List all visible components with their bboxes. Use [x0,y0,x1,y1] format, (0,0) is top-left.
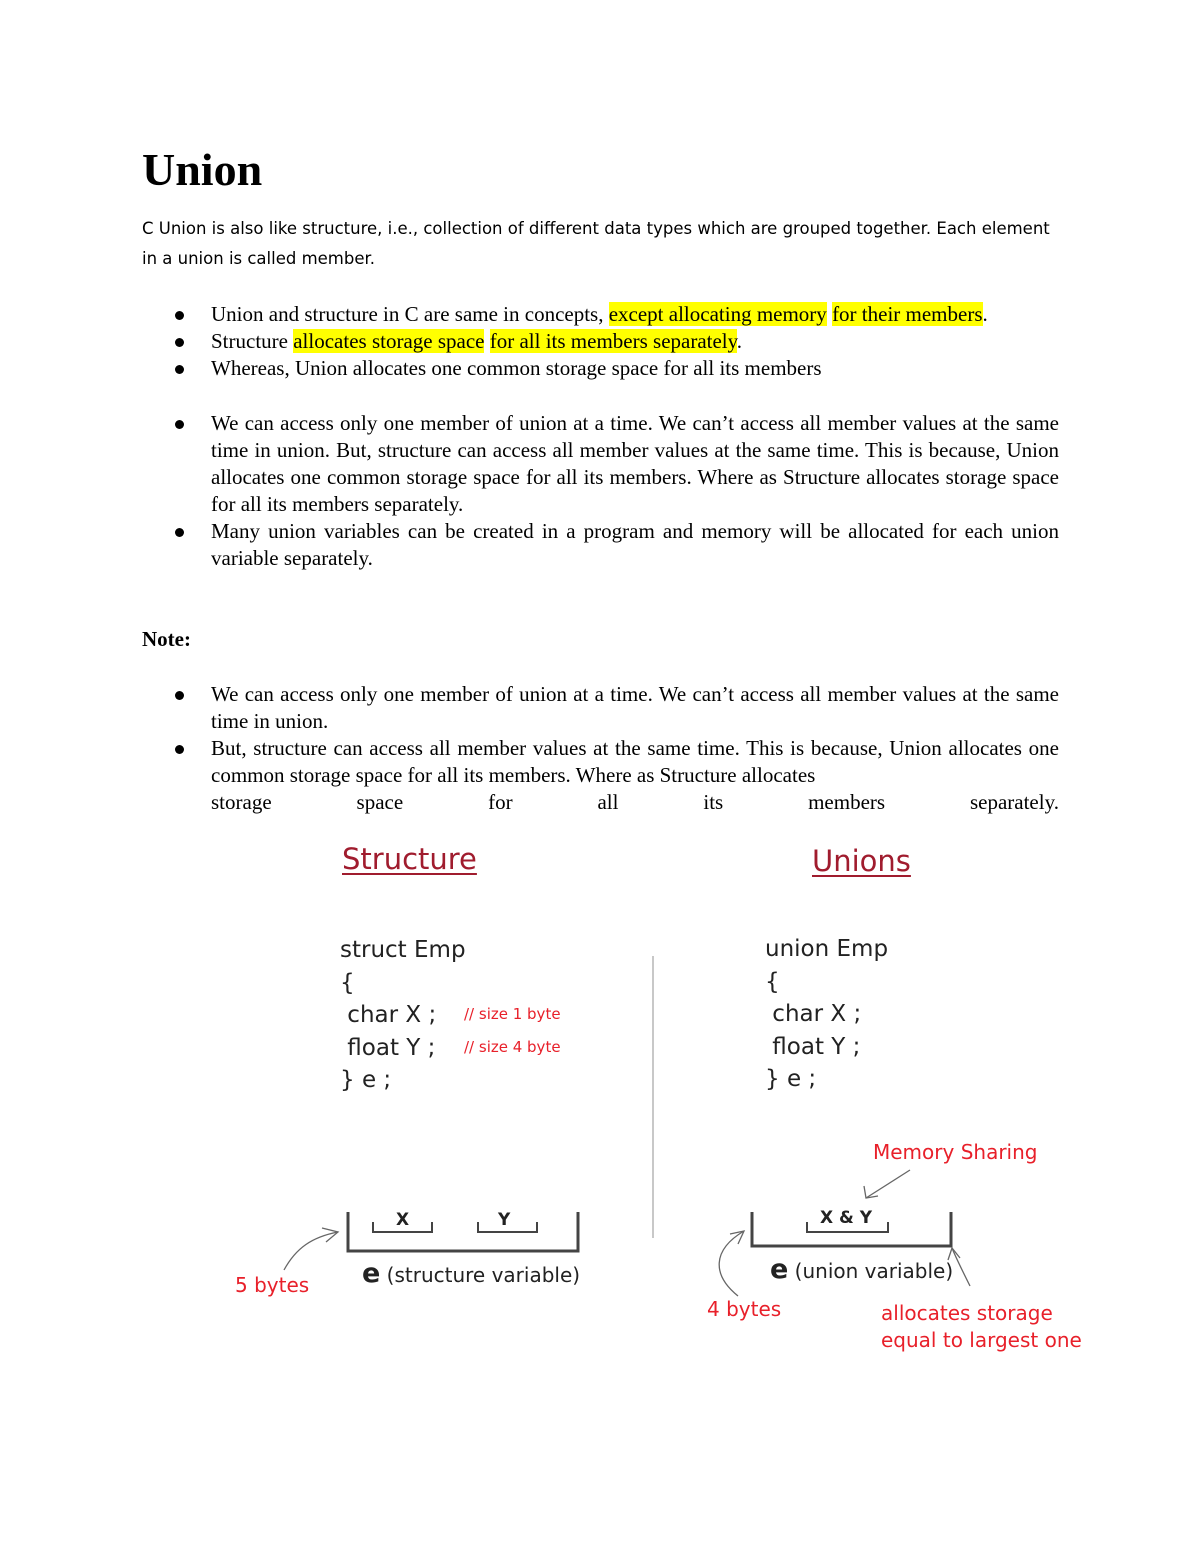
list-item: We can access only one member of union at a time. We can’t access all member values at the same time in union. [211,682,1059,733]
highlight: allocates storage space [293,329,485,353]
list-item: Union and structure in C are same in concepts, except allocating memory for their members. [211,301,1059,328]
unions-heading: Unions [812,844,911,878]
memory-sharing-label: Memory Sharing [873,1140,1038,1164]
size-4-bytes-label: 4 bytes [707,1297,782,1321]
size-5-bytes-label: 5 bytes [235,1273,310,1297]
member-x-label: X [396,1210,410,1230]
bullet-list-note [211,681,1059,816]
list-item: Many union variables can be created in a program and memory will be allocated for each union variable separately. [211,519,1059,570]
member-xy-label: X & Y [820,1208,873,1228]
list-item: We can access only one member of union at a time. We can’t access all member values at the same time in union. But, structure can access all member values at the same time. This is because, Union allocates one common storage space for all its members. Where as Structure allocates storage space for all its members separately. [211,411,1059,516]
union-code: union Emp { char X ; float Y ; } e ; [765,936,889,1092]
arrow-5-bytes [284,1232,338,1270]
comment-size-4-byte: // size 4 byte [464,1038,561,1056]
arrow-4-bytes [719,1231,744,1296]
comment-size-1-byte: // size 1 byte [464,1005,561,1023]
note-label: Note: [142,627,191,651]
member-y-label: Y [498,1210,511,1230]
highlight: except allocating memory [608,302,827,326]
structure-vs-union-diagram [0,830,1200,1390]
justified-last-line: storage space for all its members separately. [211,790,1059,814]
list-item: Structure allocates storage space for all its members separately. [211,328,1059,355]
structure-variable-label: e (structure variable) [362,1258,581,1289]
list-item: Whereas, Union allocates one common storage space for all its members [211,355,1059,382]
intro-paragraph: C Union is also like structure, i.e., collection of different data types which are grouped together. Each element in a union is called member. [142,219,1050,268]
highlight: for their members [832,302,983,326]
highlight: for all its members separately [489,329,737,353]
structure-heading: Structure [342,842,477,876]
bullet-list-comparison [211,301,1059,572]
page-title: Union [142,144,263,195]
structure-code: struct Emp { char X ; float Y ; } e ; [340,937,466,1093]
union-variable-label: e (union variable) [770,1254,954,1285]
list-item: But, structure can access all member values at the same time. This is because, Union allocates one common storage space for all its members. Where as Structure allocates storage space for all its members separately. [211,736,1059,814]
arrow-allocates [952,1248,970,1286]
arrow-memory-sharing [866,1170,910,1198]
allocates-storage-label: allocates storage equal to largest one [881,1301,1082,1352]
